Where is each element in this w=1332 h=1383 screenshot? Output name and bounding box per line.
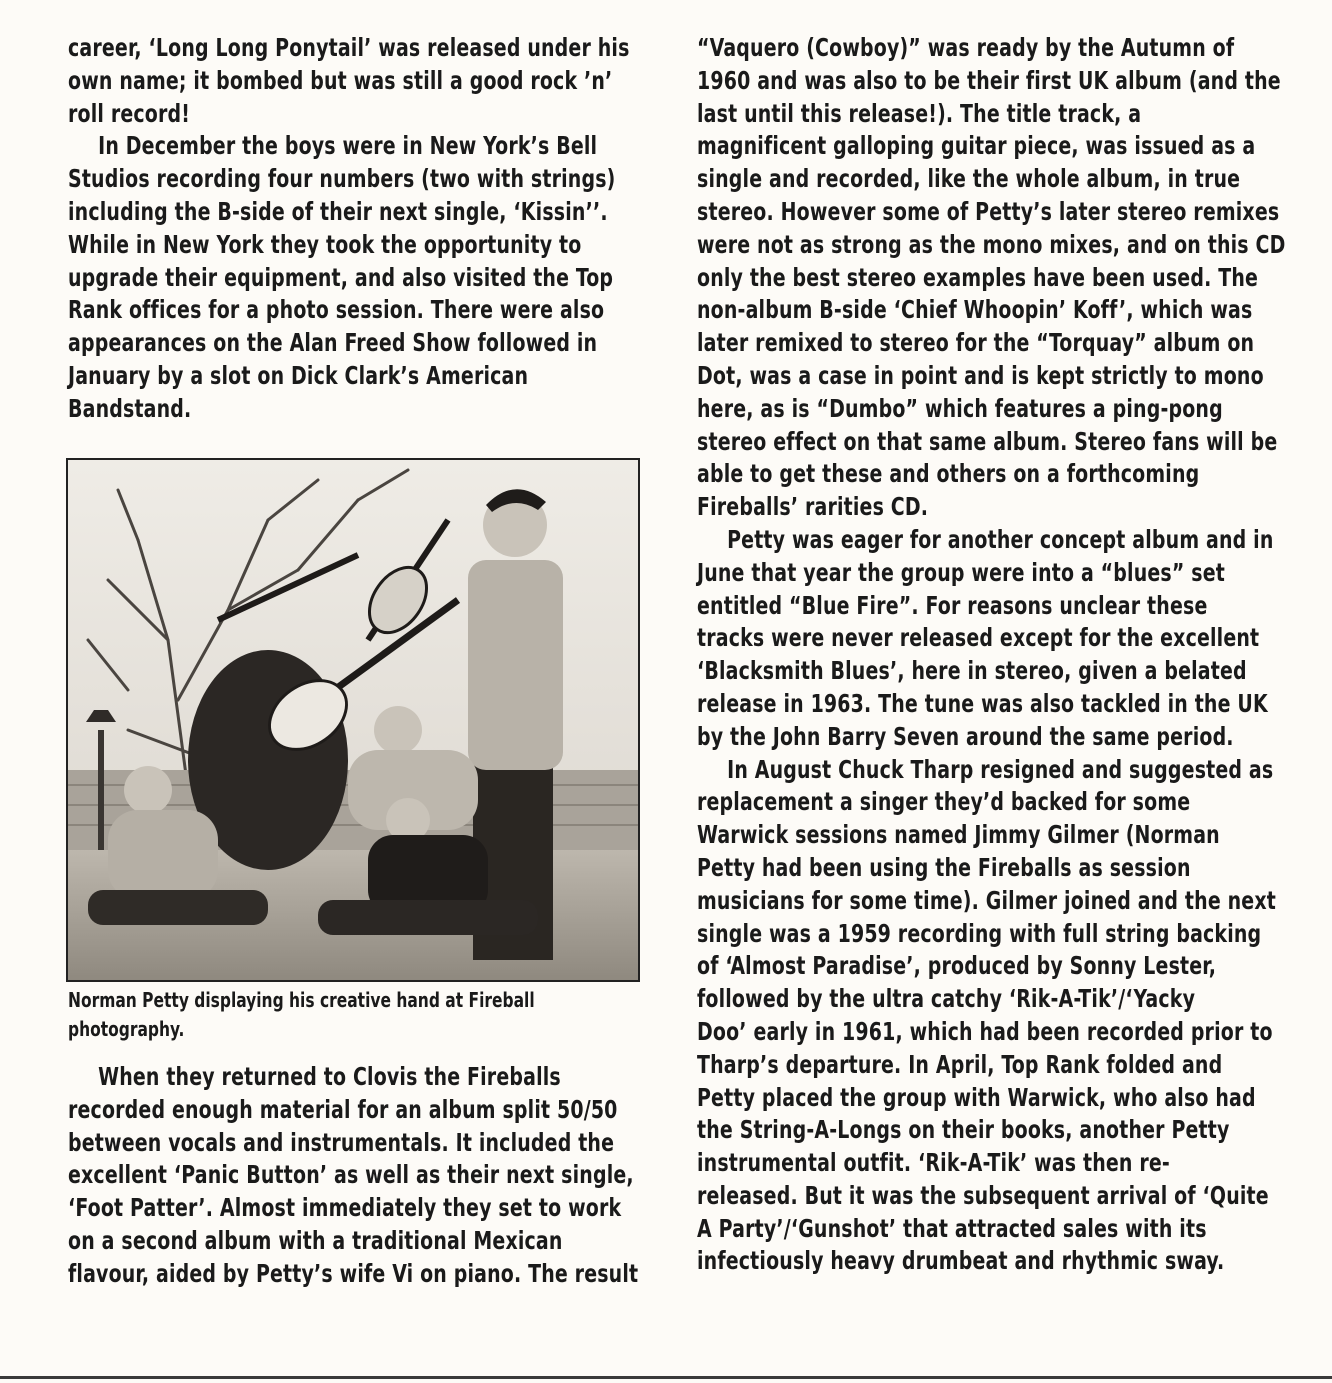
text-line: Petty had been using the Fireballs as session bbox=[697, 852, 1191, 882]
text-line: able to get these and others on a forthcoming bbox=[697, 459, 1200, 489]
text-line: own name; it bombed but was still a good rock ’n’ bbox=[68, 65, 613, 95]
text-line: by the John Barry Seven around the same period. bbox=[697, 721, 1234, 751]
text-line: including the B-side of their next single, ‘Kissin’’. bbox=[68, 196, 608, 226]
text-line: In December the boys were in New York’s Bell bbox=[98, 131, 598, 161]
text-line: While in New York they took the opportunity to bbox=[68, 229, 582, 259]
text-line: A Party’/‘Gunshot’ that attracted sales with its bbox=[697, 1213, 1207, 1243]
text-line: Doo’ early in 1961, which had been recorded prior to bbox=[697, 1016, 1273, 1046]
text-line: 1960 and was also to be their first UK album (and the bbox=[697, 65, 1281, 95]
text-line: Bandstand. bbox=[68, 393, 192, 423]
text-line: released. But it was the subsequent arrival of ‘Quite bbox=[697, 1180, 1269, 1210]
text-line: flavour, aided by Petty’s wife Vi on piano. The result bbox=[68, 1258, 639, 1288]
text-line: appearances on the Alan Freed Show followed in bbox=[68, 328, 598, 358]
text-line: ‘Blacksmith Blues’, here in stereo, given a belated bbox=[697, 656, 1247, 686]
text-line: single was a 1959 recording with full string backing bbox=[697, 918, 1262, 948]
text-line: Rank offices for a photo session. There were also bbox=[68, 295, 605, 325]
text-line: “Vaquero (Cowboy)” was ready by the Autumn of bbox=[697, 33, 1235, 62]
bottom-rule bbox=[0, 1376, 1332, 1379]
text-line: on a second album with a traditional Mexican bbox=[68, 1225, 563, 1255]
text-line: June that year the group were into a “blues” set bbox=[697, 557, 1225, 587]
right-column bbox=[697, 32, 1286, 1278]
photo-caption-line: Norman Petty displaying his creative hand at Fireball bbox=[68, 988, 535, 1012]
text-line: entitled “Blue Fire”. For reasons unclear these bbox=[697, 590, 1208, 620]
text-line: career, ‘Long Long Ponytail’ was released under his bbox=[68, 33, 630, 62]
text-line: Warwick sessions named Jimmy Gilmer (Norman bbox=[697, 820, 1220, 850]
text-line: instrumental outfit. ‘Rik-A-Tik’ was then re- bbox=[697, 1148, 1170, 1178]
left-column-top bbox=[68, 32, 630, 426]
band-photograph bbox=[66, 458, 640, 982]
text-line: tracks were never released except for the excellent bbox=[697, 623, 1260, 653]
text-line: magnificent galloping guitar piece, was issued as a bbox=[697, 131, 1256, 161]
band-photograph-image bbox=[68, 460, 638, 980]
text-line: ‘Foot Patter’. Almost immediately they set to work bbox=[68, 1193, 622, 1223]
left-column-bottom bbox=[68, 1061, 639, 1291]
text-line: here, as is “Dumbo” which features a ping-pong bbox=[697, 393, 1223, 423]
text-line: upgrade their equipment, and also visited the Top bbox=[68, 262, 614, 292]
text-line: In August Chuck Tharp resigned and suggested as bbox=[727, 754, 1274, 784]
photo-caption-line: photography. bbox=[68, 1017, 185, 1041]
text-line: last until this release!). The title track, a bbox=[697, 98, 1142, 128]
text-line: excellent ‘Panic Button’ as well as their next single, bbox=[68, 1160, 634, 1190]
text-line: Dot, was a case in point and is kept strictly to mono bbox=[697, 360, 1264, 390]
text-line: Petty placed the group with Warwick, who also had bbox=[697, 1082, 1256, 1112]
text-line: between vocals and instrumentals. It included the bbox=[68, 1127, 615, 1157]
text-line: the String-A-Longs on their books, another Petty bbox=[697, 1115, 1230, 1145]
text-line: recorded enough material for an album split 50/50 bbox=[68, 1094, 618, 1124]
text-line: infectiously heavy drumbeat and rhythmic sway. bbox=[697, 1246, 1225, 1276]
text-line: January by a slot on Dick Clark’s American bbox=[68, 360, 529, 390]
text-line: Studios recording four numbers (two with strings) bbox=[68, 164, 616, 194]
text-line: replacement a singer they’d backed for some bbox=[697, 787, 1191, 817]
text-line: musicians for some time). Gilmer joined and the next bbox=[697, 885, 1276, 915]
photo-caption bbox=[68, 986, 535, 1044]
text-line: of ‘Almost Paradise’, produced by Sonny Lester, bbox=[697, 951, 1217, 981]
text-line: When they returned to Clovis the Fireballs bbox=[98, 1062, 561, 1091]
text-line: non-album B-side ‘Chief Whoopin’ Koff’, which was bbox=[697, 295, 1253, 325]
text-line: roll record! bbox=[68, 98, 191, 128]
text-line: stereo effect on that same album. Stereo fans will be bbox=[697, 426, 1278, 456]
text-line: followed by the ultra catchy ‘Rik-A-Tik’/‘Yacky bbox=[697, 984, 1196, 1014]
text-line: only the best stereo examples have been used. The bbox=[697, 262, 1259, 292]
text-line: stereo. However some of Petty’s later stereo remixes bbox=[697, 196, 1280, 226]
text-line: single and recorded, like the whole album, in true bbox=[697, 164, 1241, 194]
text-line: Fireballs’ rarities CD. bbox=[697, 492, 929, 522]
text-line: later remixed to stereo for the “Torquay” album on bbox=[697, 328, 1255, 358]
text-line: release in 1963. The tune was also tackled in the UK bbox=[697, 688, 1268, 718]
text-line: Tharp’s departure. In April, Top Rank folded and bbox=[697, 1049, 1223, 1079]
text-line: were not as strong as the mono mixes, and on this CD bbox=[697, 229, 1286, 259]
text-line: Petty was eager for another concept album and in bbox=[727, 524, 1274, 554]
